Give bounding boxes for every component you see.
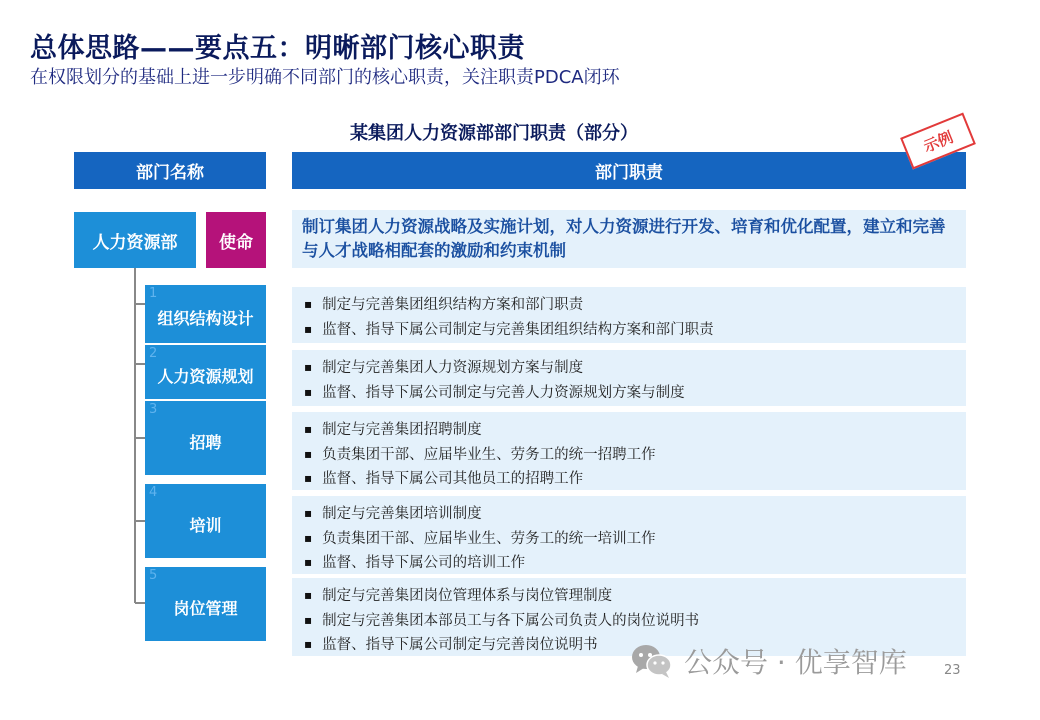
tree-connector bbox=[134, 268, 136, 603]
duty-item: ▪ 负责集团干部、应届毕业生、劳务工的统一培训工作 bbox=[304, 527, 956, 552]
duty-item: ▪ 制定与完善集团本部员工与各下属公司负责人的岗位说明书 bbox=[304, 609, 956, 634]
sub-function-number: 5 bbox=[149, 568, 158, 583]
sub-function-label: 培训 bbox=[189, 515, 222, 535]
duty-item: ▪ 监督、指导下属公司的培训工作 bbox=[304, 551, 956, 576]
mission-text: 制订集团人力资源战略及实施计划，对人力资源进行开发、培育和优化配置，建立和完善与人才战略相配套的激励和约束机制 bbox=[292, 210, 966, 268]
duty-list bbox=[292, 287, 966, 343]
example-stamp: 示例 bbox=[900, 113, 976, 170]
table-title: 某集团人力资源部部门职责（部分） bbox=[350, 123, 638, 144]
watermark bbox=[630, 641, 907, 681]
page-title: 总体思路——要点五：明晰部门核心职责 bbox=[30, 33, 525, 64]
sub-function-box bbox=[145, 401, 266, 475]
duty-item: ▪ 制定与完善集团培训制度 bbox=[304, 502, 956, 527]
page-subtitle: 在权限划分的基础上进一步明确不同部门的核心职责，关注职责PDCA闭环 bbox=[30, 67, 620, 88]
sub-function-label: 组织结构设计 bbox=[157, 308, 254, 328]
duty-item: ▪ 制定与完善集团岗位管理体系与岗位管理制度 bbox=[304, 584, 956, 609]
watermark-text: 公众号 · 优享智库 bbox=[684, 646, 907, 679]
sub-function-box bbox=[145, 484, 266, 558]
duty-list bbox=[292, 350, 966, 406]
sub-function-number: 1 bbox=[149, 286, 158, 301]
sub-function-label: 岗位管理 bbox=[173, 598, 238, 618]
duty-list bbox=[292, 496, 966, 574]
duty-item: ▪ 监督、指导下属公司制定与完善岗位说明书 bbox=[304, 633, 956, 658]
duty-item: ▪ 制定与完善集团人力资源规划方案与制度 bbox=[304, 356, 956, 381]
duty-item: ▪ 监督、指导下属公司制定与完善集团组织结构方案和部门职责 bbox=[304, 318, 956, 343]
sub-function-box bbox=[145, 567, 266, 641]
header-dept-duty: 部门职责 bbox=[292, 152, 966, 189]
page-number: 23 bbox=[944, 663, 961, 678]
sub-function-number: 3 bbox=[149, 402, 158, 417]
duty-item: ▪ 制定与完善集团组织结构方案和部门职责 bbox=[304, 293, 956, 318]
header-dept-name: 部门名称 bbox=[74, 152, 266, 189]
sub-function-box bbox=[145, 285, 266, 343]
sub-function-number: 4 bbox=[149, 485, 158, 500]
wechat-icon bbox=[630, 641, 674, 681]
mission-label-box: 使命 bbox=[206, 212, 266, 268]
sub-function-label: 招聘 bbox=[189, 432, 222, 452]
duty-list bbox=[292, 412, 966, 490]
duty-item: ▪ 监督、指导下属公司其他员工的招聘工作 bbox=[304, 467, 956, 492]
duty-item: ▪ 制定与完善集团招聘制度 bbox=[304, 418, 956, 443]
sub-function-label: 人力资源规划 bbox=[157, 366, 254, 386]
sub-function-number: 2 bbox=[149, 346, 158, 361]
sub-function-box bbox=[145, 345, 266, 399]
duty-item: ▪ 负责集团干部、应届毕业生、劳务工的统一招聘工作 bbox=[304, 443, 956, 468]
duty-item: ▪ 监督、指导下属公司制定与完善人力资源规划方案与制度 bbox=[304, 381, 956, 406]
dept-name-box: 人力资源部 bbox=[74, 212, 196, 268]
